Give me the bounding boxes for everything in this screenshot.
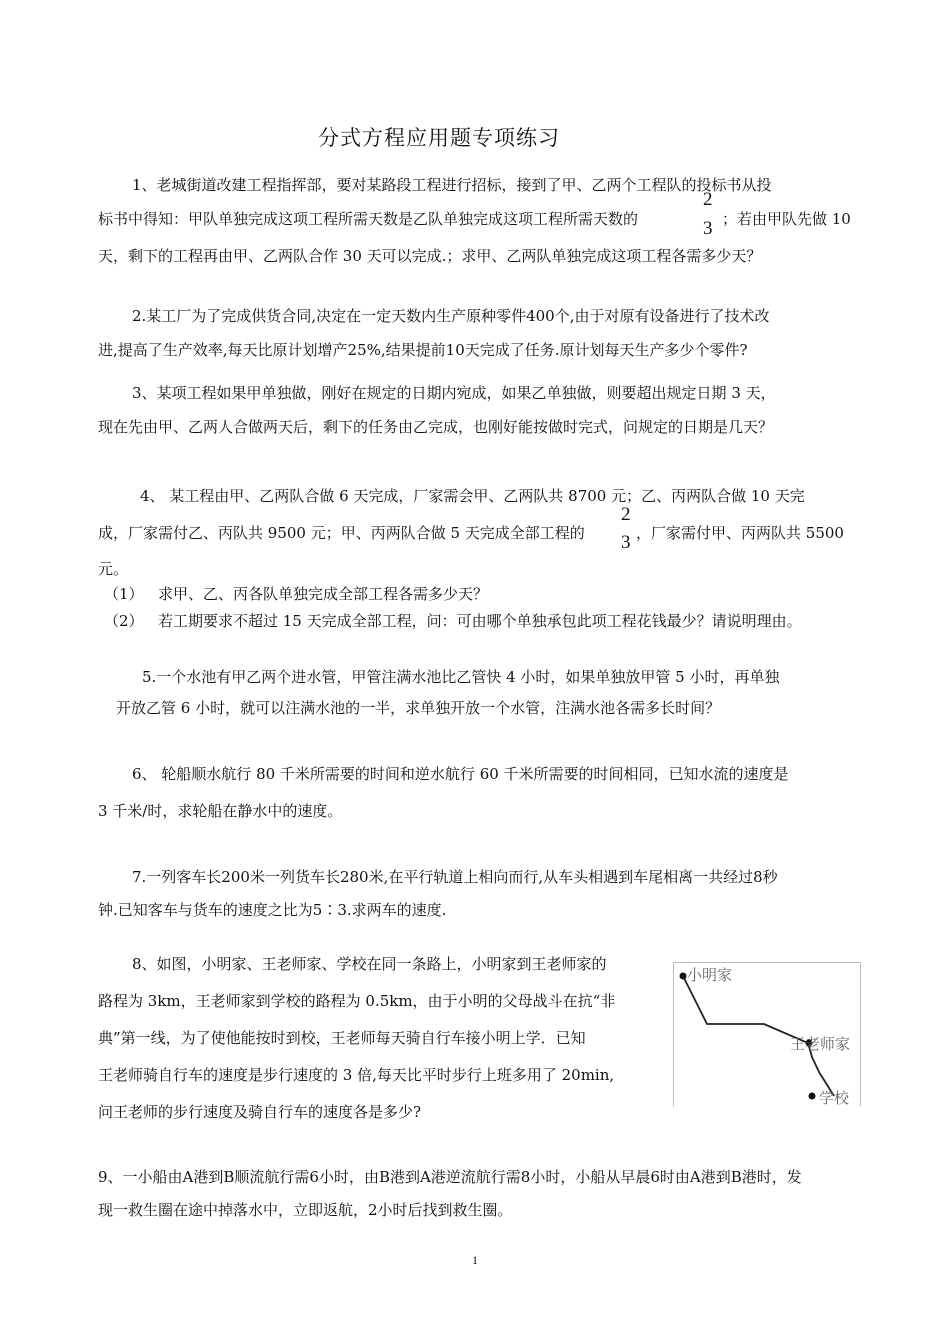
q8-line-5: 问王老师的步行速度及骑自行车的速度各是多少?	[98, 1103, 422, 1121]
q2-line-2: 进,提高了生产效率,每天比原计划增产25%,结果提前10天完成了任务.原计划每天生产多少个零件?	[98, 341, 748, 359]
q8-line-1: 8、如图，小明家、王老师家、学校在同一条路上，小明家到王老师家的	[132, 955, 607, 973]
q4-sub-1: 求甲、乙、丙各队单独完成全部工程各需多少天？	[158, 585, 489, 603]
q6-line-2: 3 千米/时，求轮船在静水中的速度。	[98, 802, 343, 820]
q4-line-2: 成，厂家需付乙、丙队共 9500 元；甲、丙两队合做 5 天完成全部工程的	[98, 524, 585, 542]
q3-line-2: 现在先由甲、乙两人合做两天后，剩下的任务由乙完成，也刚好能按做时完式，问规定的日期是几天？	[98, 418, 774, 436]
q6-line-1: 6、 轮船顺水航行 80 千米所需要的时间和逆水航行 60 千米所需要的时间相同，已知水流的速度是	[132, 765, 789, 783]
q3-line-1: 3、某项工程如果甲单独做，刚好在规定的日期内宛成，如果乙单独做，则要超出规定日期 3 天，	[132, 384, 776, 402]
q1-fraction-numerator: 2	[703, 189, 713, 210]
q4-fraction-numerator: 2	[621, 504, 631, 525]
q9-line-1: 9、一小船由A港到B顺流航行需6小时，由B港到A港逆流航行需8小时，小船从早晨6时由A港到B港时，发	[98, 1168, 802, 1186]
q7-line-2: 钟.已知客车与货车的速度之比为5∶3.求两车的速度.	[98, 901, 447, 919]
label-xiaoming-home: 小明家	[687, 966, 733, 984]
page-title: 分式方程应用题专项练习	[318, 126, 560, 150]
q4-line-3: 元。	[98, 560, 129, 578]
q1-line-1: 1、老城街道改建工程指挥部，要对某路段工程进行招标，接到了甲、乙两个工程队的投标书从投	[132, 176, 772, 194]
route-figure	[673, 962, 861, 1106]
label-teacher-home: 王老师家	[790, 1035, 851, 1053]
q4-sub-2: 若工期要求不超过 15 天完成全部工程，问：可由哪个单独承包此项工程花钱最少？请说明理由。	[158, 612, 802, 630]
q9-line-2: 现一救生圈在途中掉落水中，立即返航，2小时后找到救生圈。	[98, 1201, 513, 1219]
q7-line-1: 7.一列客车长200米一列货车长280米,在平行轨道上相向而行,从车头相遇到车尾相离一共经过8秒	[132, 868, 778, 886]
home-point	[680, 973, 687, 980]
q4-line-1: 4、 某工程由甲、乙两队合做 6 天完成，厂家需会甲、乙两队共 8700 元；乙、丙两队合做 10 天完	[140, 487, 805, 505]
q5-line-1: 5.一个水池有甲乙两个进水管，甲管注满水池比乙管快 4 小时，如果单独放甲管 5 小时，再单独	[142, 668, 780, 686]
q8-line-3: 典”第一线，为了使他能按时到校，王老师每天骑自行车接小明上学．已知	[98, 1029, 586, 1047]
q8-line-4: 王老师骑自行车的速度是步行速度的 3 倍,每天比平时步行上班多用了 20min,	[98, 1066, 615, 1084]
q2-line-1: 2.某工厂为了完成供货合同,决定在一定天数内生产原种零件400个,由于对原有设备进行了技术改	[132, 307, 770, 325]
q1-line-2-end: ；若由甲队先做 10	[722, 210, 851, 228]
school-point	[809, 1093, 816, 1100]
q1-line-3: 天，剩下的工程再由甲、乙两队合作 30 天可以完成.；求甲、乙两队单独完成这项工程各需多少天？	[98, 247, 762, 265]
q4-line-2-end: ，厂家需付甲、丙两队共 5500	[636, 524, 844, 542]
page-number: 1	[472, 1253, 478, 1267]
q4-fraction-denominator: 3	[621, 532, 631, 553]
q1-line-2: 标书中得知：甲队单独完成这项工程所需天数是乙队单独完成这项工程所需天数的	[98, 210, 639, 228]
label-school: 学校	[819, 1089, 850, 1106]
q8-line-2: 路程为 3km，王老师家到学校的路程为 0.5km，由于小明的父母战斗在抗“非	[98, 992, 616, 1010]
q4-sub-2-number: （2）	[104, 612, 144, 630]
q5-line-2: 开放乙管 6 小时，就可以注满水池的一半，求单独开放一个水管，注满水池各需多长时间？	[116, 699, 721, 717]
q4-sub-1-number: （1）	[104, 585, 144, 603]
q1-fraction-denominator: 3	[703, 218, 713, 239]
